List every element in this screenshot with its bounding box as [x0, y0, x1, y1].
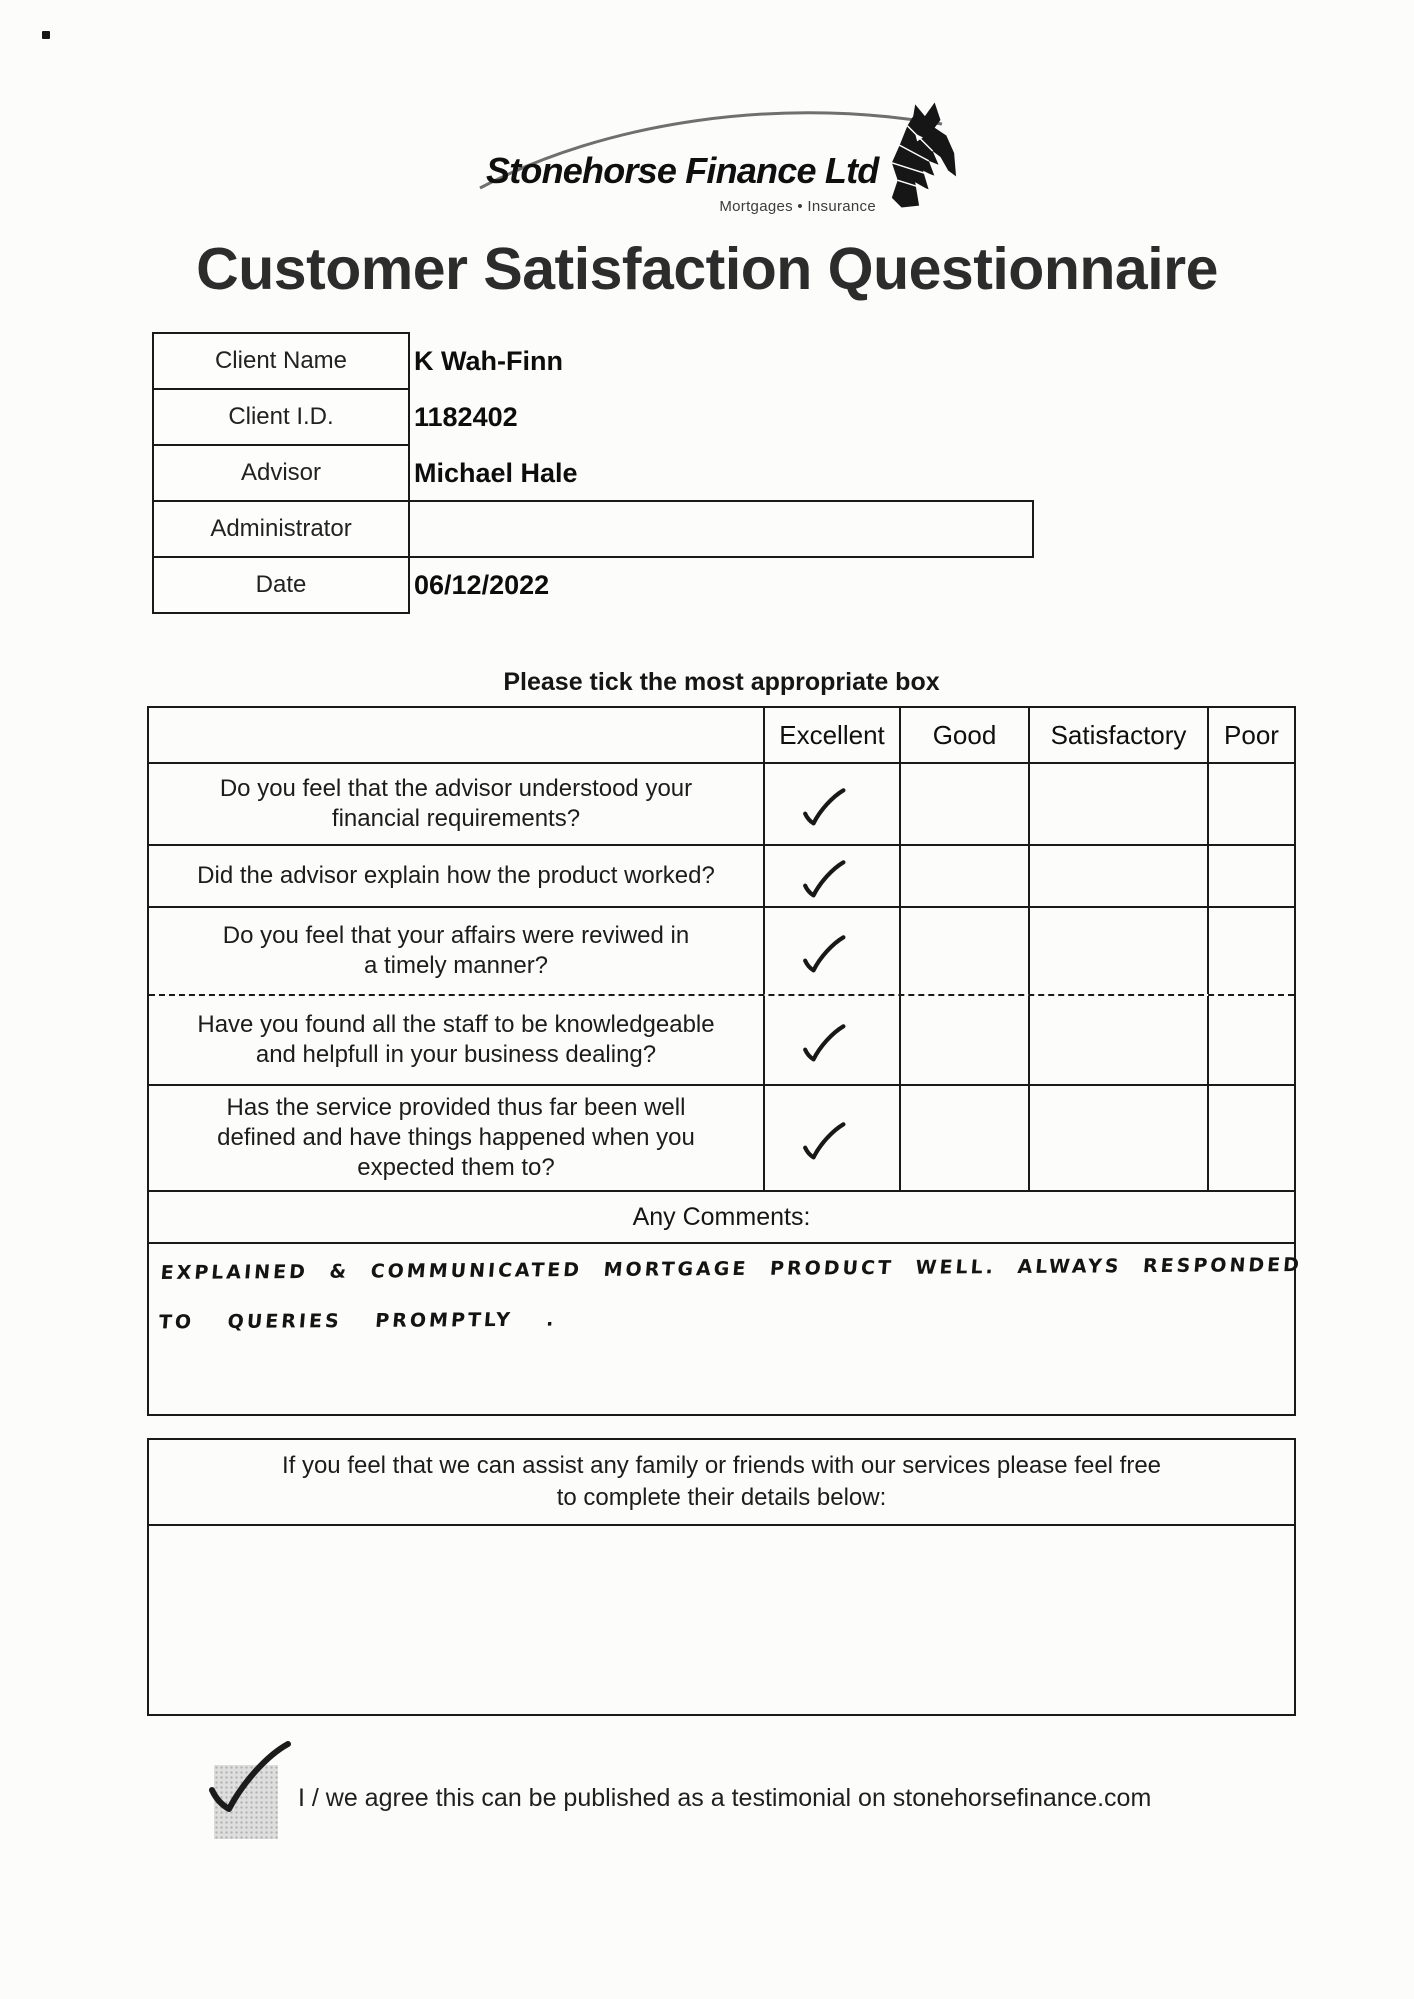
question-line: financial requirements?	[331, 805, 581, 832]
question-row	[149, 1086, 1294, 1192]
rating-cell-excellent[interactable]	[765, 996, 901, 1084]
check-mark-icon	[799, 787, 848, 829]
column-header-poor: Poor	[1224, 719, 1279, 750]
question-text	[223, 921, 689, 981]
administrator-value-field[interactable]	[408, 500, 1034, 558]
referral-line: If you feel that we can assist any family or friends with our services please feel free	[281, 1452, 1162, 1479]
check-mark-icon	[799, 1023, 848, 1065]
question-line: and helpfull in your business dealing?	[255, 1041, 657, 1068]
horse-head-icon	[886, 100, 958, 210]
date-value[interactable]: 06/12/2022	[414, 570, 550, 600]
client-id-value[interactable]: 1182402	[414, 402, 518, 432]
date-label: Date	[152, 556, 410, 614]
comments-body-row	[149, 1244, 1303, 1414]
rating-cell-poor[interactable]	[1209, 908, 1294, 994]
question-row	[149, 764, 1294, 846]
rating-cell-excellent[interactable]	[765, 1086, 901, 1190]
rating-header-row	[149, 708, 1294, 764]
rating-cell-good[interactable]	[901, 1086, 1030, 1190]
rating-cell-poor[interactable]	[1209, 846, 1294, 906]
question-line: defined and have things happened when you	[217, 1124, 695, 1151]
question-row	[149, 846, 1294, 908]
rating-cell-good[interactable]	[901, 846, 1030, 906]
administrator-label: Administrator	[152, 500, 410, 558]
check-mark-icon	[799, 859, 848, 901]
check-mark-icon	[202, 1736, 294, 1822]
rating-cell-satisfactory[interactable]	[1030, 908, 1209, 994]
referral-section	[147, 1438, 1296, 1716]
company-name: Stonehorse Finance Ltd	[486, 150, 879, 191]
page-title: Customer Satisfaction Questionnaire	[196, 236, 1218, 302]
referral-text	[149, 1440, 1294, 1526]
question-line: Has the service provided thus far been well	[226, 1094, 686, 1121]
testimonial-consent-text: I / we agree this can be published as a testimonial on stonehorsefinance.com	[298, 1784, 1152, 1812]
comments-label: Any Comments:	[632, 1202, 811, 1231]
rating-cell-good[interactable]	[901, 908, 1030, 994]
rating-cell-satisfactory[interactable]	[1030, 996, 1209, 1084]
rating-table	[147, 706, 1303, 1416]
tick-instruction: Please tick the most appropriate box	[503, 668, 940, 696]
question-cell	[149, 1086, 765, 1190]
question-row	[149, 996, 1294, 1086]
question-text	[220, 774, 692, 834]
scan-artifact-dot	[42, 31, 50, 39]
question-row	[149, 908, 1294, 996]
rating-cell-poor[interactable]	[1209, 1086, 1294, 1190]
rating-cell-good[interactable]	[901, 996, 1030, 1084]
advisor-value[interactable]: Michael Hale	[414, 458, 578, 488]
question-cell	[149, 908, 765, 994]
client-name-label: Client Name	[152, 332, 410, 390]
question-cell	[149, 764, 765, 844]
column-header-excellent: Excellent	[765, 708, 901, 762]
question-line: Have you found all the staff to be knowledgeable	[197, 1011, 715, 1038]
rating-cell-satisfactory[interactable]	[1030, 846, 1209, 906]
question-line: Did the advisor explain how the product worked?	[197, 862, 715, 889]
rating-cell-excellent[interactable]	[765, 908, 901, 994]
rating-cell-excellent[interactable]	[765, 764, 901, 844]
client-name-value[interactable]: K Wah-Finn	[414, 346, 563, 376]
handwritten-comment-line: TO QUERIES PROMPTLY .	[157, 1308, 558, 1334]
question-cell	[149, 846, 765, 906]
rating-cell-poor[interactable]	[1209, 764, 1294, 844]
question-line: expected them to?	[357, 1154, 555, 1181]
rating-cell-satisfactory[interactable]	[1030, 1086, 1209, 1190]
check-mark-icon	[799, 1121, 848, 1163]
question-text	[197, 861, 715, 891]
question-cell	[149, 996, 765, 1084]
referral-details-field[interactable]	[149, 1526, 1294, 1714]
client-id-label: Client I.D.	[152, 388, 410, 446]
company-tagline: Mortgages • Insurance	[719, 198, 876, 215]
question-header-cell	[149, 708, 765, 762]
rating-cell-poor[interactable]	[1209, 996, 1294, 1084]
question-text	[197, 1010, 714, 1070]
question-line: a timely manner?	[363, 952, 549, 979]
handwritten-comment-line: EXPLAINED & COMMUNICATED MORTGAGE PRODUCT WELL. ALWAYS RESPONDED	[159, 1254, 1303, 1284]
check-mark-icon	[799, 934, 848, 976]
advisor-label: Advisor	[152, 444, 410, 502]
question-text	[217, 1093, 695, 1183]
question-line: Do you feel that the advisor understood your	[219, 775, 693, 802]
rating-cell-satisfactory[interactable]	[1030, 764, 1209, 844]
rating-cell-excellent[interactable]	[765, 846, 901, 906]
column-header-satisfactory: Satisfactory	[1030, 708, 1209, 762]
rating-cell-good[interactable]	[901, 764, 1030, 844]
comments-field[interactable]	[149, 1244, 1303, 1414]
comments-label-row	[149, 1192, 1294, 1244]
column-header-good: Good	[901, 708, 1030, 762]
question-line: Do you feel that your affairs were reviwed in	[222, 922, 690, 949]
referral-line: to complete their details below:	[556, 1484, 887, 1511]
